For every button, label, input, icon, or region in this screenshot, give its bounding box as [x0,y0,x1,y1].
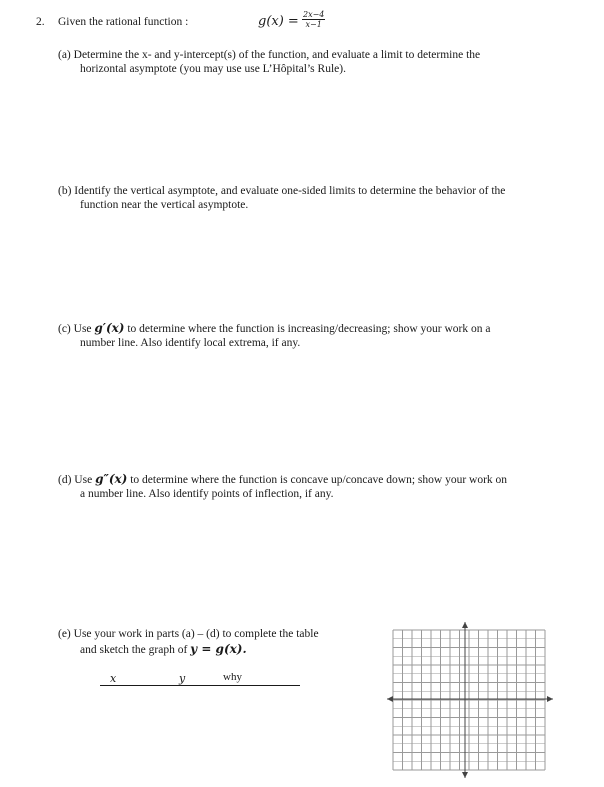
part-c-label: (c) [58,323,71,335]
part-e-line2-text: and sketch the graph of [80,644,188,656]
function-lhs: g(x) = [258,14,299,29]
function-fraction [302,10,325,29]
part-c-derivative: g′(x) [94,321,125,335]
function-denominator: x−1 [305,20,322,29]
part-b-label: (b) [58,185,72,197]
problem-intro: Given the rational function : [58,16,189,28]
part-e-line1: Use your work in parts (a) – (d) to complete the table [73,628,319,640]
part-b-line2: function near the vertical asymptote. [80,199,249,211]
part-c-line1: to determine where the function is increasing/decreasing; show your work on a [127,323,491,335]
part-c-line2: number line. Also identify local extrema, if any. [80,337,301,349]
part-d-line2: a number line. Also identify points of inflection, if any. [80,488,334,500]
part-b-line1: Identify the vertical asymptote, and evaluate one-sided limits to determine the behavior of the [74,185,506,197]
part-a-label: (a) [58,49,71,61]
part-b [58,184,588,198]
table-header-why: why [223,671,242,683]
function-numerator: 2x−4 [303,10,325,19]
part-e-label: (e) [58,628,71,640]
table-header-line [100,685,300,686]
x-axis-right-arrow [547,696,553,702]
part-d-line1: to determine where the function is concave up/concave down; show your work on [130,474,508,486]
y-axis-bottom-arrow [462,772,468,778]
part-e-equation: y = g(x). [190,642,247,656]
part-c [58,321,588,336]
table-header-x: x [110,672,117,685]
part-c-use: Use [73,323,92,335]
x-axis-left-arrow [387,696,393,702]
coordinate-grid[interactable] [385,620,555,780]
part-a-line1: Determine the x- and y-intercept(s) of the function, and evaluate a limit to determine the [73,49,481,61]
part-d-second-derivative: g″(x) [95,472,128,486]
part-a [58,48,578,62]
part-d-use: Use [74,474,93,486]
y-axis-top-arrow [462,622,468,628]
part-a-line2: horizontal asymptote (you may use use L’Hôpital’s Rule). [80,63,346,75]
part-d [58,472,588,487]
table-header-y: y [179,672,186,685]
part-d-label: (d) [58,474,72,486]
grid-lines [393,630,545,770]
part-e-line2 [80,642,247,657]
part-e [58,627,378,641]
problem-number: 2. [36,16,45,28]
